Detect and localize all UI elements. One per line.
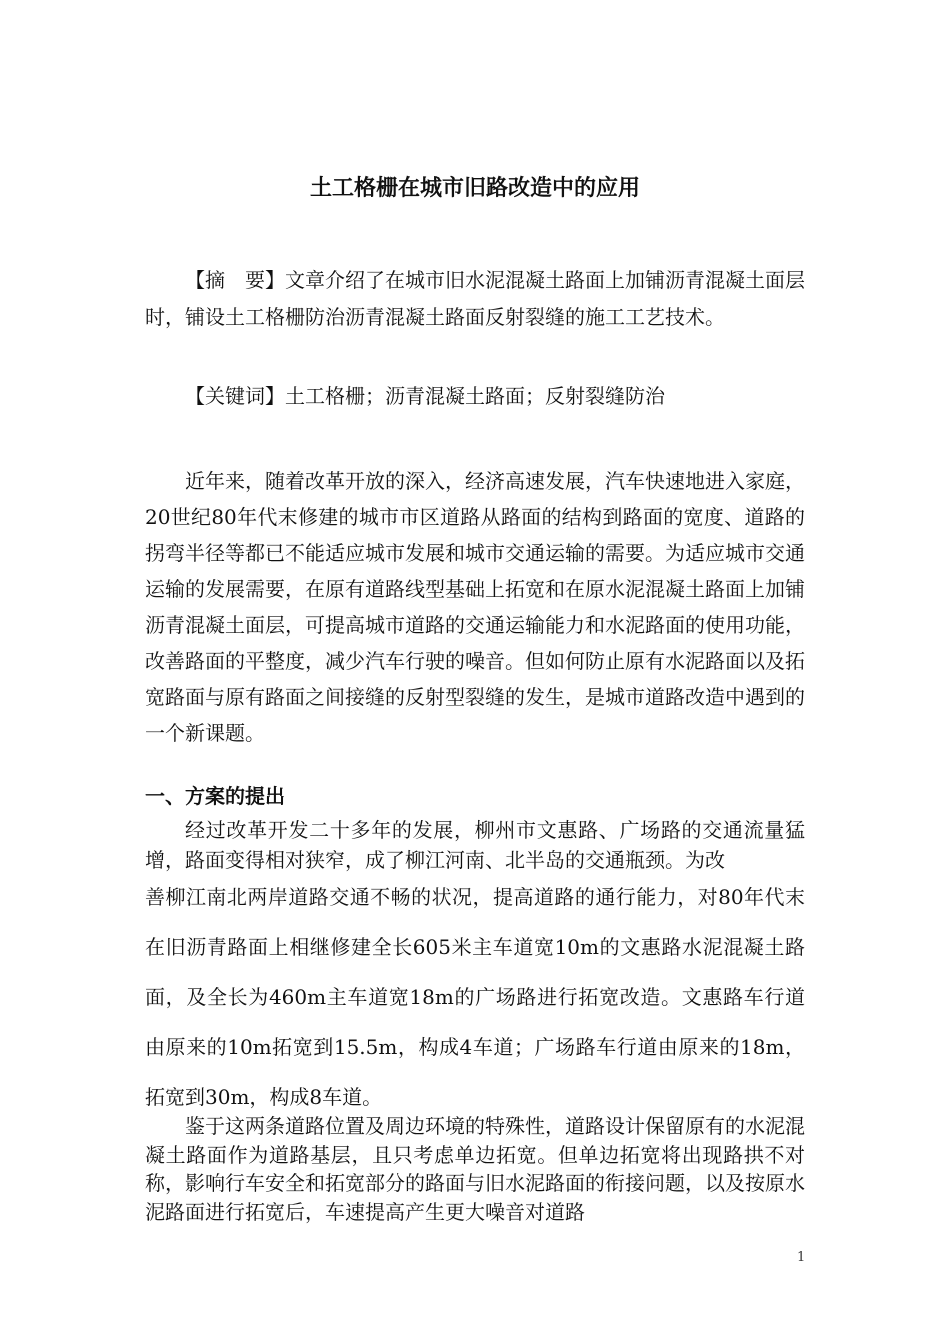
- section-paragraph-1-start: 经过改革开发二十多年的发展，柳州市文惠路、广场路的交通流量猛增，路面变得相对狭窄，成了柳江河南、北半岛的交通瓶颈。为改: [145, 818, 805, 872]
- section-heading: 一、方案的提出: [145, 784, 285, 808]
- intro-paragraph: 近年来，随着改革开放的深入，经济高速发展，汽车快速地进入家庭，20世纪80年代末修建的城市市区道路从路面的结构到路面的宽度、道路的拐弯半径等都已不能适应城市发展和城市交通运输的需要。为适应城市交通运输的发展需要，在原有道路线型基础上拓宽和在原水泥混凝土路面上加铺沥青混凝土面层，可提高城市道路的交通运输能力和水泥路面的使用功能，改善路面的平整度，减少汽车行驶的噪音。但如何防止原有水泥路面以及拓宽路面与原有路面之间接缝的反射型裂缝的发生，是城市道路改造中遇到的一个新课题。: [145, 469, 805, 745]
- section-paragraph-2: 鉴于这两条道路位置及周边环境的特殊性，道路设计保留原有的水泥混凝土路面作为道路基层，且只考虑单边拓宽。但单边拓宽将出现路拱不对称，影响行车安全和拓宽部分的路面与旧水泥路面的衔接问题，以及按原水泥路面进行拓宽后，车速提高产生更大噪音对道路: [145, 1114, 805, 1224]
- page-number: 1: [797, 1250, 806, 1265]
- abstract-paragraph: 【摘 要】文章介绍了在城市旧水泥混凝土路面上加铺沥青混凝土面层时，铺设土工格栅防治沥青混凝土路面反射裂缝的施工工艺技术。: [145, 268, 805, 329]
- keywords-paragraph: 【关键词】土工格栅；沥青混凝土路面；反射裂缝防治: [185, 384, 665, 408]
- section-paragraph-1-end: 善柳江南北两岸道路交通不畅的状况，提高道路的通行能力，对80年代末在旧沥青路面上相继修建全长605米主车道宽10m的文惠路水泥混凝土路面，及全长为460m主车道宽18m的广场路进行拓宽改造。文惠路车行道由原来的10m拓宽到15.5m，构成4车道；广场路车行道由原来的18m，拓宽到30m，构成8车道。: [145, 885, 805, 1109]
- document-title: 土工格栅在城市旧路改造中的应用: [309, 176, 640, 201]
